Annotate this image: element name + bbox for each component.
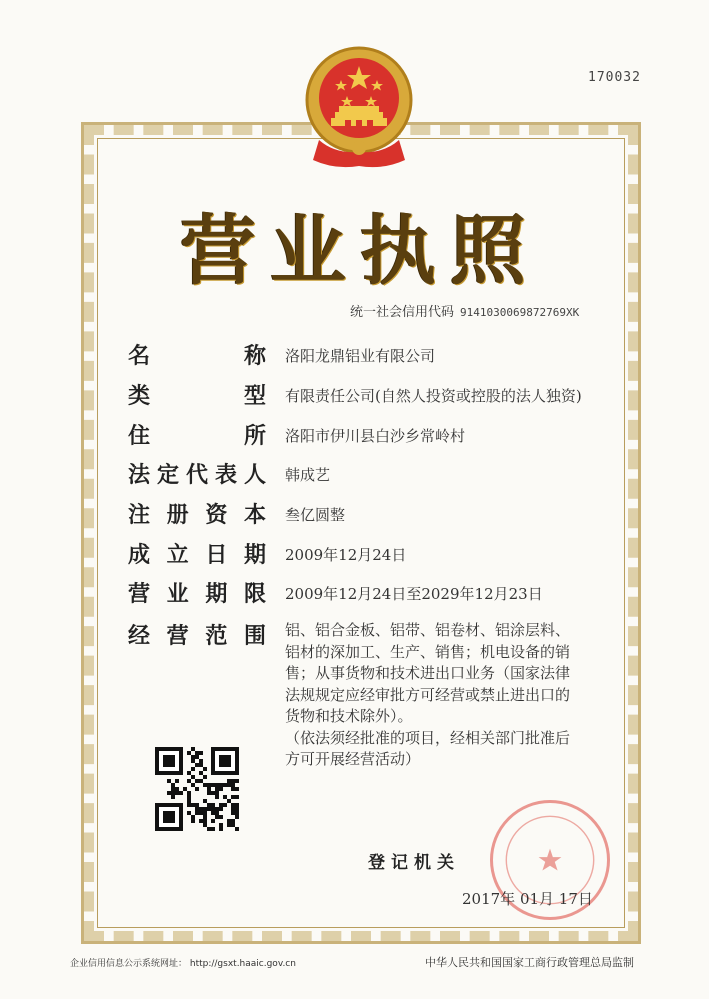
scope-line: 铝、铝合金板、铝带、铝卷材、铝涂层料、 — [285, 621, 571, 639]
issue-date: 2017年 01月 17日 — [462, 890, 593, 908]
field-value: 有限责任公司(自然人投资或控股的法人独资) — [285, 387, 582, 405]
field-label: 类 型 — [128, 384, 266, 409]
scope-line: 售；从事货物和技术进出口业务（国家法律 — [285, 664, 571, 682]
field-value: 2009年12月24日至2029年12月23日 — [285, 585, 543, 603]
credit-code-value: 9141030069872769XK — [460, 306, 580, 319]
credit-code-label: 统一社会信用代码 — [350, 305, 455, 320]
footer-supervisor: 中华人民共和国国家工商行政管理总局监制 — [425, 956, 634, 969]
registration-authority: 登记机关 — [368, 853, 460, 873]
scope-line: 方可开展经营活动） — [285, 750, 421, 768]
field-value: 韩成艺 — [285, 466, 331, 484]
field-value: 2009年12月24日 — [285, 546, 407, 564]
field-label: 名 称 — [128, 344, 266, 369]
scope-line: 铝材的深加工、生产、销售；机电设备的销 — [285, 642, 571, 661]
certificate-title: 营业执照 — [180, 206, 540, 295]
field-value: 洛阳龙鼎铝业有限公司 — [285, 347, 436, 365]
field-label: 成 立 日 期 — [128, 543, 266, 568]
scope-line: 货物和技术除外）。 — [285, 707, 413, 725]
credit-code-line — [350, 301, 579, 320]
field-value: 洛阳市伊川县白沙乡常岭村 — [285, 427, 466, 445]
qr-code-icon — [155, 747, 239, 831]
field-label: 营 业 期 限 — [128, 582, 266, 607]
footer-website: 企业信用信息公示系统网址： http://gsxt.haaic.gov.cn — [70, 959, 296, 969]
field-value: 叁亿圆整 — [285, 506, 346, 524]
field-label: 住 所 — [128, 424, 266, 449]
serial-number: 170032 — [588, 70, 641, 85]
scope-line: 法规规定应经审批方可经营或禁止进出口的 — [285, 685, 571, 704]
business-scope — [285, 620, 617, 771]
field-label: 注 册 资 本 — [128, 503, 266, 528]
national-emblem-icon — [305, 44, 413, 174]
field-label: 法 定 代 表 人 — [128, 463, 266, 488]
scope-line: （依法须经批准的项目，经相关部门批准后 — [285, 728, 571, 747]
scope-label: 经 营 范 围 — [128, 624, 266, 649]
